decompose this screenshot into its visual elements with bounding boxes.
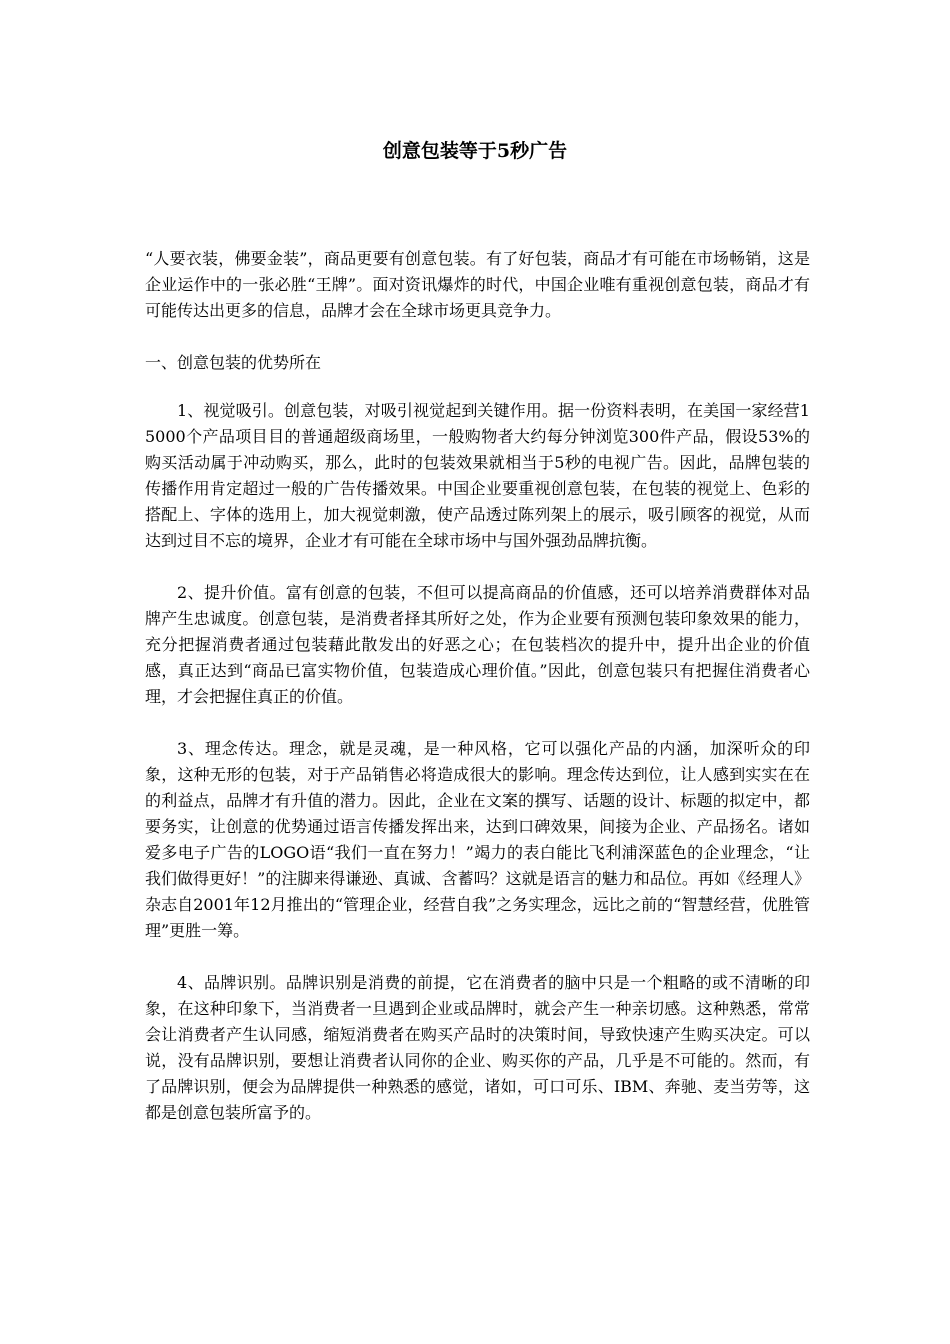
paragraph-value-enhancement: 2、提升价值。富有创意的包装，不但可以提高商品的价值感，还可以培养消费群体对品牌产生忠诚度。创意包装，是消费者择其所好之处，作为企业要有预测包装印象效果的能力，充分把握消费者通过包装藉此散发出的好恶之心；在包装档次的提升中，提升出企业的价值感，真正达到“商品已富实物价值，包装造成心理价值。”因此，创意包装只有把握住消费者心理，才会把握住真正的价值。 <box>145 583 810 706</box>
document-body <box>145 246 810 1152</box>
paragraph-brand-recognition: 4、品牌识别。品牌识别是消费的前提，它在消费者的脑中只是一个粗略的或不清晰的印象，在这种印象下，当消费者一旦遇到企业或品牌时，就会产生一种亲切感。这种熟悉，常常会让消费者产生认同感，缩短消费者在购买产品时的决策时间，导致快速产生购买决定。可以说，没有品牌识别，要想让消费者认同你的企业、购买你的产品，几乎是不可能的。然而，有了品牌识别，便会为品牌提供一种熟悉的感觉，诸如，可口可乐、IBM、奔驰、麦当劳等，这都是创意包装所富予的。 <box>145 973 810 1122</box>
paragraph-concept-communication: 3、理念传达。理念，就是灵魂，是一种风格，它可以强化产品的内涵，加深听众的印象，这种无形的包装，对于产品销售必将造成很大的影响。理念传达到位，让人感到实实在在的利益点，品牌才有升值的潜力。因此，企业在文案的撰写、话题的设计、标题的拟定中，都要务实，让创意的优势通过语言传播发挥出来，达到口碑效果，间接为企业、产品扬名。诸如爱多电子广告的LOGO语“我们一直在努力！”竭力的表白能比飞利浦深蓝色的企业理念，“让我们做得更好！”的注脚来得谦逊、真诚、含蓄吗？这就是语言的魅力和品位。再如《经理人》杂志自2001年12月推出的“管理企业，经营自我”之务实理念，远比之前的“智慧经营，优胜管理”更胜一筹。 <box>145 739 810 940</box>
section-heading: 一、创意包装的优势所在 <box>145 353 322 372</box>
document-title: 创意包装等于5秒广告 <box>382 140 568 162</box>
intro-paragraph: “人要衣装，佛要金装”，商品更要有创意包装。有了好包装，商品才有可能在市场畅销，这是企业运作中的一张必胜“王牌”。面对资讯爆炸的时代，中国企业唯有重视创意包装，商品才有可能传达出更多的信息，品牌才会在全球市场更具竞争力。 <box>145 249 810 320</box>
paragraph-visual-attraction: 1、视觉吸引。创意包装，对吸引视觉起到关键作用。据一份资料表明，在美国一家经营15000个产品项目目的普通超级商场里，一般购物者大约每分钟浏览300件产品，假设53%的购买活动属于冲动购买，那么，此时的包装效果就相当于5秒的电视广告。因此，品牌包装的传播作用肯定超过一般的广告传播效果。中国企业要重视创意包装，在包装的视觉上、色彩的搭配上、字体的选用上，加大视觉刺激，使产品透过陈列架上的展示，吸引顾客的视觉，从而达到过目不忘的境界，企业才有可能在全球市场中与国外强劲品牌抗衡。 <box>145 401 810 550</box>
